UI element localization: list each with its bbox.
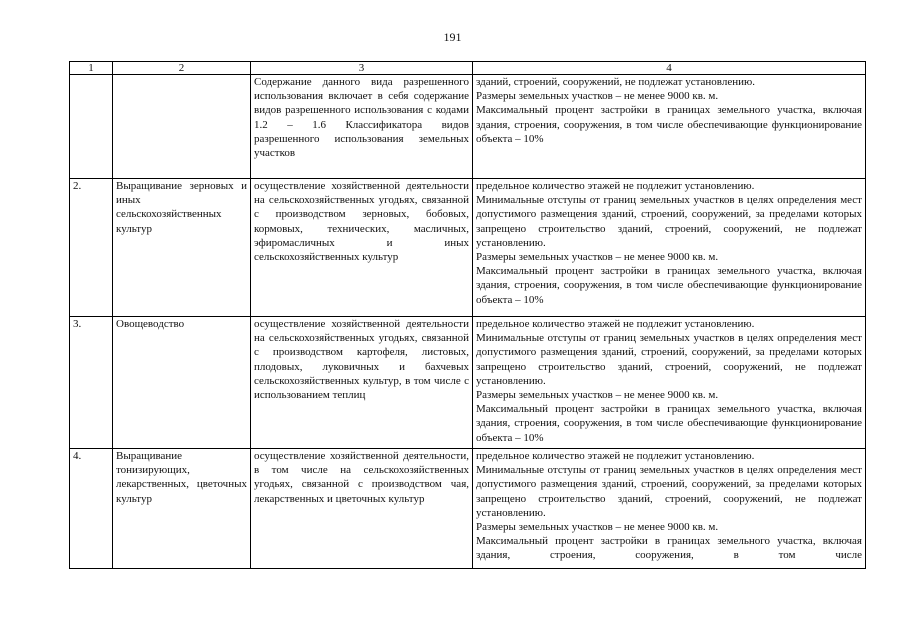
table-row	[70, 75, 866, 179]
parameter-text: Минимальные отступы от границ земельных участков в целях определения мест допустимого размещения зданий, строений, сооружений, за пределами которых запрещено строительство зданий, строений, сооружений, не подлежат установлению.	[476, 194, 862, 249]
use-type-description: Содержание данного вида разрешенного использования включает в себя содержание видов разрешенного использования с кодами 1.2 – 1.6 Классификатора видов разрешенного использования земельных участков	[251, 75, 473, 179]
use-type-name	[113, 75, 251, 179]
table-row	[70, 449, 866, 569]
parameters-cell	[473, 317, 866, 449]
column-header: 3	[251, 62, 473, 75]
parameter-text: Размеры земельных участков – не менее 9000 кв. м.	[476, 251, 719, 264]
use-type-description: осуществление хозяйственной деятельности на сельскохозяйственных угодьях, связанной с производством картофеля, листовых, плодовых, луковичных и бахчевых сельскохозяйственных культур, в том числе с использованием теплиц	[251, 317, 473, 449]
parameters-cell	[473, 179, 866, 317]
parameter-text: Размеры земельных участков – не менее 9000 кв. м.	[476, 389, 719, 402]
parameter-text: Размеры земельных участков – не менее 9000 кв. м.	[476, 521, 719, 534]
row-number: 4.	[70, 449, 113, 569]
parameters-cell	[473, 75, 866, 179]
parameter-text: Максимальный процент застройки в границах земельного участка, включая здания, строения, сооружения, в том числе обеспечивающие функционирование объекта – 10%	[476, 104, 862, 145]
parameter-text: Минимальные отступы от границ земельных участков в целях определения мест допустимого размещения зданий, строений, сооружений, за пределами которых запрещено строительство зданий, строений, сооружений, не подлежат установлению.	[476, 332, 862, 387]
table-row	[70, 179, 866, 317]
header-row	[70, 62, 866, 75]
row-number: 3.	[70, 317, 113, 449]
column-header: 2	[113, 62, 251, 75]
parameter-text: Минимальные отступы от границ земельных участков в целях определения мест допустимого размещения зданий, строений, сооружений, за пределами которых запрещено строительство зданий, строений, сооружений, не подлежат установлению.	[476, 464, 862, 519]
use-type-description: осуществление хозяйственной деятельности на сельскохозяйственных угодьях, связанной с производством зерновых, бобовых, кормовых, технических, масличных, эфиромасличных и иных сельскохозяйственных культур	[251, 179, 473, 317]
parameter-text: Размеры земельных участков – не менее 9000 кв. м.	[476, 90, 719, 103]
parameter-text: Максимальный процент застройки в границах земельного участка, включая здания, строения, сооружения, в том числе	[476, 535, 862, 562]
parameter-text: зданий, строений, сооружений, не подлежат установлению.	[476, 76, 755, 88]
column-header: 1	[70, 62, 113, 75]
row-number	[70, 75, 113, 179]
table-row	[70, 317, 866, 449]
use-type-name: Овощеводство	[113, 317, 251, 449]
parameter-text: предельное количество этажей не подлежит установлению.	[476, 450, 755, 462]
use-type-name: Выращивание зерновых и иных сельскохозяйственных культур	[113, 179, 251, 317]
parameter-text: Максимальный процент застройки в границах земельного участка, включая здания, строения, сооружения, в том числе обеспечивающие функционирование объекта – 10%	[476, 403, 862, 444]
parameters-cell	[473, 449, 866, 569]
parameter-text: предельное количество этажей не подлежит установлению.	[476, 180, 755, 192]
row-number: 2.	[70, 179, 113, 317]
parameter-text: Максимальный процент застройки в границах земельного участка, включая здания, строения, сооружения, в том числе обеспечивающие функционирование объекта – 10%	[476, 265, 862, 306]
page-number: 191	[443, 30, 462, 44]
land-use-table	[69, 61, 866, 569]
parameter-text: предельное количество этажей не подлежит установлению.	[476, 318, 755, 330]
column-header: 4	[473, 62, 866, 75]
use-type-name: Выращивание тонизирующих, лекарственных, цветочных культур	[113, 449, 251, 569]
use-type-description: осуществление хозяйственной деятельности, в том числе на сельскохозяйственных угодьях, связанной с производством чая, лекарственных и цветочных культур	[251, 449, 473, 569]
